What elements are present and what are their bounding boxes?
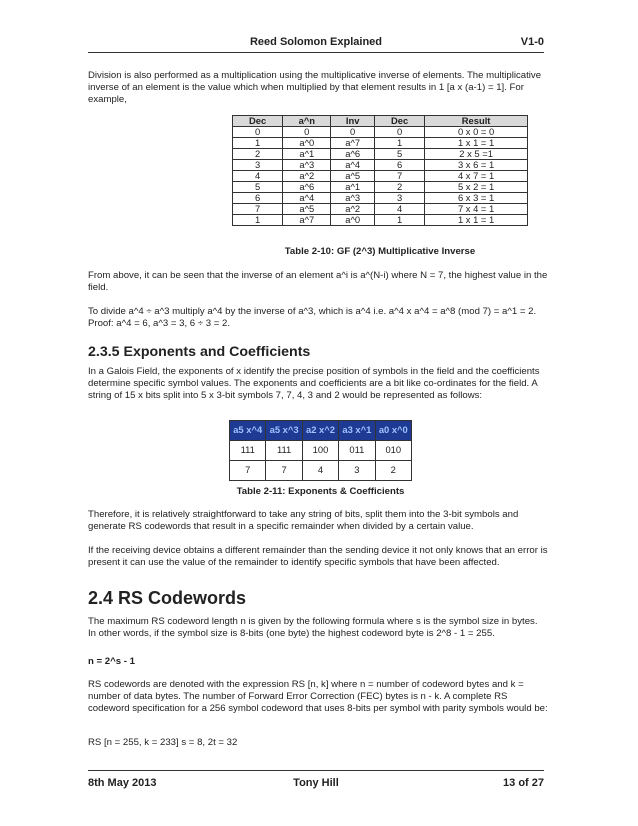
col-header: a3 x^1 [339, 421, 375, 441]
table-cell: 2 x 5 =1 [425, 149, 528, 160]
section-text: The maximum RS codeword length n is given by the following formula where s is the symbol size in bytes. In other words, if the symbol size is 8-bits (one byte) the highest codeword byte is 2^8 - 1 = 255. [88, 616, 538, 640]
table-cell: a^6 [331, 149, 375, 160]
therefore-paragraph: Therefore, it is relatively straightforward to take any string of bits, split them into the 3-bit symbols and generate RS codewords that result in a specific remainder when divided by a certain value. [88, 509, 519, 533]
table-cell: 2 [233, 149, 283, 160]
bits-cell: 010 [375, 441, 411, 461]
table-header-row [233, 116, 528, 127]
footer-author: Tony Hill [293, 777, 339, 789]
header-title: Reed Solomon Explained [249, 36, 383, 48]
table-cell: 4 [374, 204, 424, 215]
table-cell: 5 x 2 = 1 [425, 182, 528, 193]
table-cell: 5 [374, 149, 424, 160]
table-row [233, 193, 528, 204]
table-cell: 1 [374, 215, 424, 226]
bits-cell: 111 [230, 441, 266, 461]
col-header: a5 x^4 [230, 421, 266, 441]
formula: n = 2^s - 1 [88, 656, 135, 667]
col-header: a^n [283, 116, 331, 127]
intro-text: Division is also performed as a multiplication using the multiplicative inverse of elements. The multiplicative inverse of an element is the value which when multiplied by that element results in 1 [a x (a-1) = 1]. For example, [88, 70, 542, 106]
table-row [230, 441, 412, 461]
table-row [233, 149, 528, 160]
table-cell: 1 x 1 = 1 [425, 215, 528, 226]
table-cell: 4 [233, 171, 283, 182]
section-text: RS codewords are denoted with the expression RS [n, k] where n = number of codeword bytes and k = number of data bytes. The number of Forward Error Correction (FEC) bytes is n - k. A complete RS codeword specification for a 256 symbol codeword that uses 8-bits per symbol with parity symbols would be: [88, 679, 548, 715]
receiver-paragraph: If the receiving device obtains a different remainder than the sending device it not only knows that an error is present it can use the value of the remainder to identify specific symbols that have been affected. [88, 545, 548, 569]
value-cell: 2 [375, 461, 411, 481]
bits-cell: 111 [266, 441, 302, 461]
col-header: Result [425, 116, 528, 127]
table-cell: 4 x 7 = 1 [425, 171, 528, 182]
inverse-table [232, 115, 528, 226]
table-cell: 7 x 4 = 1 [425, 204, 528, 215]
table-cell: a^1 [331, 182, 375, 193]
table-cell: 3 [233, 160, 283, 171]
table-row [233, 215, 528, 226]
table-cell: a^2 [283, 171, 331, 182]
table-cell: 6 x 3 = 1 [425, 193, 528, 204]
table-row [233, 160, 528, 171]
table-cell: 7 [374, 171, 424, 182]
table-cell: 6 [374, 160, 424, 171]
page-header [88, 36, 544, 53]
inverse-paragraph: From above, it can be seen that the inverse of an element a^i is a^(N-i) where N = 7, the highest value in the field. [88, 270, 548, 294]
table-row [233, 138, 528, 149]
table-cell: 7 [233, 204, 283, 215]
table-cell: 1 [233, 215, 283, 226]
table-cell: 1 x 1 = 1 [425, 138, 528, 149]
table-cell: a^0 [331, 215, 375, 226]
value-cell: 7 [266, 461, 302, 481]
col-header: Dec [233, 116, 283, 127]
table-header-row [230, 421, 412, 441]
rs-spec: RS [n = 255, k = 233] s = 8, 2t = 32 [88, 737, 238, 748]
table-cell: 0 [233, 127, 283, 138]
table-cell: a^7 [283, 215, 331, 226]
table-caption: Table 2-10: GF (2^3) Multiplicative Inverse [284, 246, 476, 257]
table-cell: a^7 [331, 138, 375, 149]
table-cell: a^1 [283, 149, 331, 160]
footer-page: 13 of 27 [503, 777, 544, 789]
bits-cell: 100 [302, 441, 338, 461]
value-cell: 7 [230, 461, 266, 481]
col-header: a2 x^2 [302, 421, 338, 441]
table-caption: Table 2-11: Exponents & Coefficients [236, 486, 405, 497]
section-text: In a Galois Field, the exponents of x identify the precise position of symbols in the field and the coefficients determine specific symbol values. The exponents and coefficients are a bit like co-ordinates for the field. A string of 15 x bits split into 5 x 3-bit symbols 7, 7, 4, 3 and 2 would be represented as follows: [88, 366, 540, 402]
table-cell: 1 [233, 138, 283, 149]
col-header: a0 x^0 [375, 421, 411, 441]
division-paragraph: To divide a^4 ÷ a^3 multiply a^4 by the inverse of a^3, which is a^4 i.e. a^4 x a^4 = a^8 (mod 7) = a^1 = 2. Proof: a^4 = 6, a^3 = 3, 6 ÷ 3 = 2. [88, 306, 537, 330]
table-cell: a^3 [283, 160, 331, 171]
intro-paragraph [88, 70, 548, 107]
table-cell: 0 [331, 127, 375, 138]
table-row [233, 182, 528, 193]
inverse-table-body [233, 127, 528, 226]
table-cell: a^0 [283, 138, 331, 149]
page-footer [88, 770, 544, 797]
table-row [233, 127, 528, 138]
table-row [233, 204, 528, 215]
table-cell: 3 x 6 = 1 [425, 160, 528, 171]
table-cell: a^4 [331, 160, 375, 171]
col-header: Dec [374, 116, 424, 127]
table-cell: a^3 [331, 193, 375, 204]
table-cell: a^6 [283, 182, 331, 193]
section-heading: 2.3.5 Exponents and Coefficients [88, 344, 311, 360]
col-header: Inv [331, 116, 375, 127]
table-cell: 0 x 0 = 0 [425, 127, 528, 138]
table-cell: 6 [233, 193, 283, 204]
table-cell: a^5 [331, 171, 375, 182]
footer-date: 8th May 2013 [88, 777, 157, 789]
bits-cell: 011 [339, 441, 375, 461]
section-heading: 2.4 RS Codewords [88, 588, 247, 608]
table-cell: 0 [283, 127, 331, 138]
value-cell: 4 [302, 461, 338, 481]
table-row [230, 461, 412, 481]
table-cell: 2 [374, 182, 424, 193]
table-cell: a^2 [331, 204, 375, 215]
table-cell: 0 [374, 127, 424, 138]
value-cell: 3 [339, 461, 375, 481]
table-cell: 1 [374, 138, 424, 149]
table-cell: a^5 [283, 204, 331, 215]
table-cell: 3 [374, 193, 424, 204]
table-cell: 5 [233, 182, 283, 193]
table-cell: a^4 [283, 193, 331, 204]
col-header: a5 x^3 [266, 421, 302, 441]
exponent-table [229, 420, 412, 481]
header-version: V1-0 [520, 36, 544, 48]
table-row [233, 171, 528, 182]
